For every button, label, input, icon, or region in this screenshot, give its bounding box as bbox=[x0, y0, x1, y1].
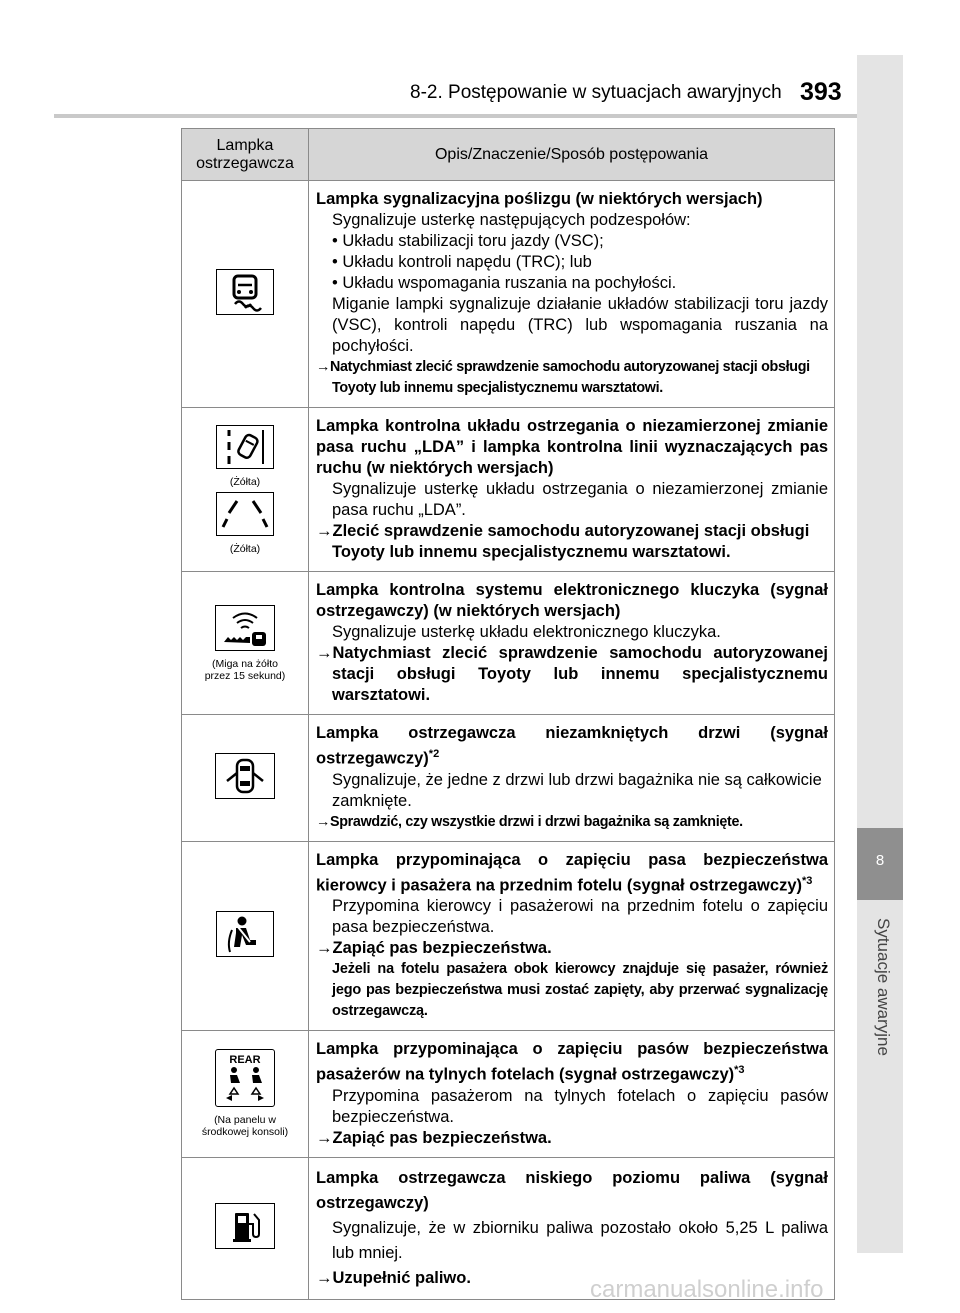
icon-cell bbox=[182, 408, 309, 572]
item-title-text: Lampka przypominająca o zapięciu pasa bezpieczeństwa kierowcy i pasażera na przednim fotelu (sygnał ostrzegawczy) bbox=[316, 850, 828, 894]
item-title bbox=[316, 1039, 828, 1086]
icon-caption: (Żółta) bbox=[229, 542, 261, 555]
table-row bbox=[182, 715, 835, 842]
item-title bbox=[316, 723, 828, 770]
footnote-ref: *3 bbox=[802, 874, 813, 887]
icon-caption: (Na panelu w środkowej konsoli) bbox=[201, 1114, 289, 1139]
bullet-item: • Układu stabilizacji toru jazdy (VSC); bbox=[332, 232, 604, 250]
item-title: Lampka sygnalizacyjna poślizgu (w niektórych wersjach) bbox=[316, 190, 763, 208]
item-text: Przypomina kierowcy i pasażerowi na przednim fotelu o zapięciu pasa bezpieczeństwa. bbox=[332, 897, 828, 936]
icon-cell bbox=[182, 841, 309, 1031]
action-text: →Zlecić sprawdzenie samochodu autoryzowanej stacji obsługi Toyoty lub innemu specjalistycznemu warsztatowi. bbox=[316, 522, 810, 561]
item-text: Przypomina pasażerom na tylnych fotelach o zapięciu pasów bezpieczeństwa. bbox=[332, 1086, 828, 1126]
watermark: carmanualsonline.info bbox=[590, 1276, 824, 1303]
description-cell bbox=[309, 841, 835, 1031]
item-title: Lampka kontrolna układu ostrzegania o niezamierzonej zmianie pasa ruchu „LDA” i lampka kontrolna linii wyznaczających pas ruchu (w niektórych wersjach) bbox=[316, 417, 828, 477]
seatbelt-icon bbox=[216, 911, 274, 957]
page-number: 393 bbox=[800, 78, 842, 106]
description-cell bbox=[309, 715, 835, 842]
item-text: Sygnalizuje usterkę układu elektronicznego kluczyka. bbox=[332, 623, 721, 641]
smart-key-icon bbox=[215, 605, 275, 651]
warning-lights-table bbox=[181, 128, 835, 1300]
item-text: Sygnalizuje usterkę następujących podzespołów: bbox=[332, 211, 691, 229]
note-text: Jeżeli na fotelu pasażera obok kierowcy znajduje się pasażer, również jego pas bezpieczeństwa musi zostać zapięty, aby przerwać sygnalizację ostrzegawczą. bbox=[332, 961, 828, 1019]
item-title: Lampka kontrolna systemu elektronicznego kluczyka (sygnał ostrzegawczy) (w niektórych wersjach) bbox=[316, 581, 828, 620]
bullet-item: • Układu wspomagania ruszania na pochyłości. bbox=[332, 274, 677, 292]
header-rule bbox=[54, 114, 900, 118]
item-text: Sygnalizuje, że w zbiorniku paliwa pozostało około 5,25 L paliwa lub mniej. bbox=[332, 1218, 828, 1262]
action-text: →Zapiąć pas bezpieczeństwa. bbox=[316, 939, 552, 957]
description-cell bbox=[309, 408, 835, 572]
icon-cell bbox=[182, 715, 309, 842]
icon-cell bbox=[182, 1157, 309, 1299]
page-header bbox=[0, 0, 960, 110]
item-text: Miganie lampki sygnalizuje działanie układów stabilizacji toru jazdy (VSC), kontroli napędu (TRC) lub wspomagania ruszania na pochyłości. bbox=[332, 295, 828, 355]
rear-seatbelt-icon bbox=[215, 1049, 275, 1107]
col-header-description: Opis/Znaczenie/Sposób postępowania bbox=[309, 129, 835, 181]
bullet-item: • Układu kontroli napędu (TRC); lub bbox=[332, 253, 592, 271]
rear-label: REAR bbox=[229, 1054, 261, 1067]
col-header-lamp: Lampka ostrzegawcza bbox=[182, 129, 309, 181]
icon-cell bbox=[182, 181, 309, 408]
action-text: →Natychmiast zlecić sprawdzenie samochodu autoryzowanej stacji obsługi Toyoty lub innemu specjalistycznemu warsztatowi. bbox=[316, 359, 810, 396]
chapter-label: Sytuacje awaryjne bbox=[874, 918, 893, 1056]
skid-indicator-icon bbox=[216, 269, 274, 315]
description-cell bbox=[309, 181, 835, 408]
footnote-ref: *3 bbox=[734, 1064, 745, 1076]
table-row bbox=[182, 841, 835, 1031]
action-text: →Natychmiast zlecić sprawdzenie samochodu autoryzowanej stacji obsługi Toyoty lub innemu specjalistycznemu warsztatowi. bbox=[316, 644, 828, 704]
action-text: →Uzupełnić paliwo. bbox=[316, 1268, 471, 1287]
lane-departure-icon bbox=[216, 425, 274, 469]
table-header-row bbox=[182, 129, 835, 181]
action-text: →Zapiąć pas bezpieczeństwa. bbox=[316, 1128, 552, 1147]
footnote-ref: *2 bbox=[428, 748, 440, 760]
table-row bbox=[182, 1031, 835, 1158]
door-open-icon bbox=[215, 753, 275, 799]
lane-lines-icon bbox=[216, 492, 274, 536]
chapter-number: 8 bbox=[875, 852, 885, 869]
description-cell bbox=[309, 572, 835, 715]
item-text: Sygnalizuje usterkę układu ostrzegania o niezamierzonej zmianie pasa ruchu „LDA”. bbox=[332, 480, 828, 519]
item-title: Lampka ostrzegawcza niskiego poziomu paliwa (sygnał ostrzegawczy) bbox=[316, 1168, 828, 1212]
table-row bbox=[182, 181, 835, 408]
icon-cell bbox=[182, 1031, 309, 1158]
item-title-text: Lampka ostrzegawcza niezamkniętych drzwi (sygnał ostrzegawczy) bbox=[316, 724, 828, 768]
description-cell bbox=[309, 1031, 835, 1158]
table-row bbox=[182, 572, 835, 715]
low-fuel-icon bbox=[215, 1203, 275, 1249]
item-title-text: Lampka przypominająca o zapięciu pasów bezpieczeństwa pasażerów na tylnych fotelach (sygnał ostrzegawczy) bbox=[316, 1040, 828, 1084]
item-text: Sygnalizuje, że jedne z drzwi lub drzwi bagażnika nie są całkowicie zamknięte. bbox=[332, 770, 822, 810]
item-title bbox=[316, 850, 828, 897]
icon-caption: (Żółta) bbox=[229, 475, 261, 488]
action-text: →Sprawdzić, czy wszystkie drzwi i drzwi bagażnika są zamknięte. bbox=[316, 813, 743, 830]
icon-cell bbox=[182, 572, 309, 715]
table-row bbox=[182, 408, 835, 572]
header-title: 8-2. Postępowanie w sytuacjach awaryjnych bbox=[410, 82, 782, 103]
icon-caption: (Miga na żółto przez 15 sekund) bbox=[204, 657, 286, 682]
